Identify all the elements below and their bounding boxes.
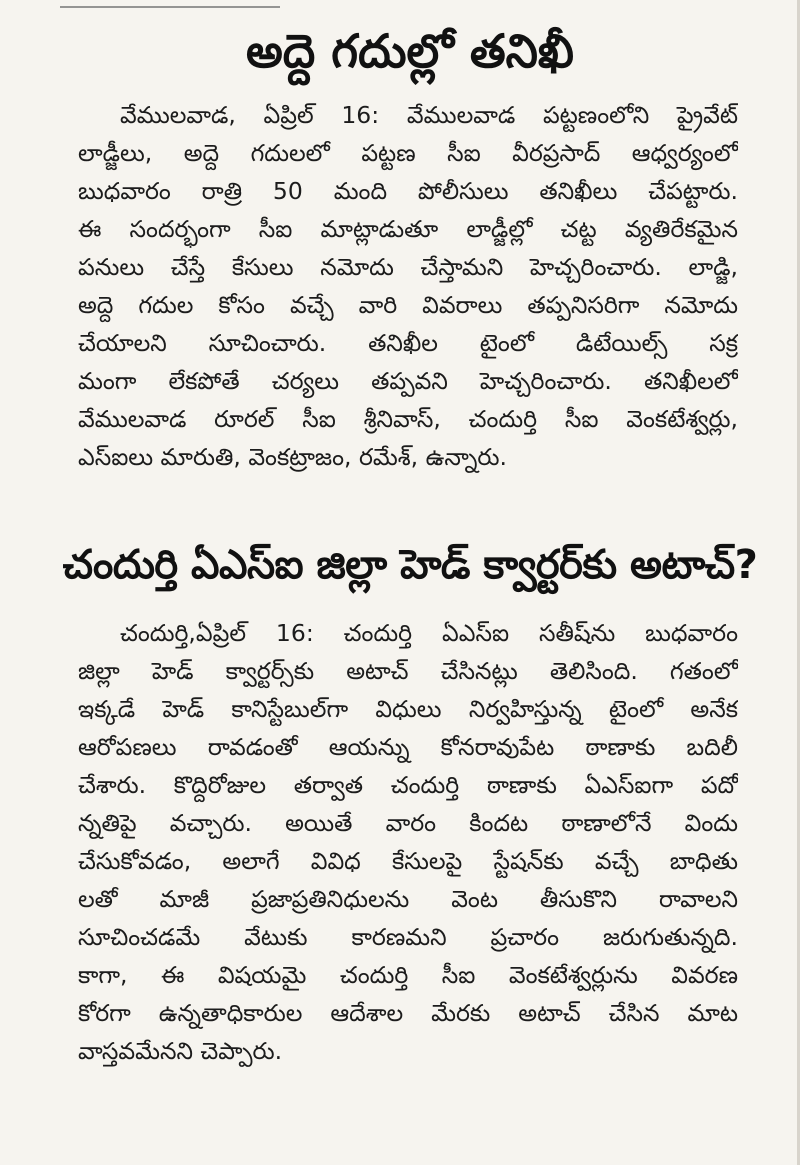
article-2-line: ఆరోపణలు రావడంతో ఆయన్ను కోనరావుపేట ఠాణాకు బదిలీ — [78, 733, 738, 761]
torn-top-edge — [60, 0, 280, 8]
article-1-line: ఎస్ఐలు మారుతి, వెంకట్రాజం, రమేశ్, ఉన్నారు. — [78, 443, 507, 471]
article-1-line: లాడ్జీలు, అద్దె గదులలో పట్టణ సీఐ వీరప్రసాద్ ఆధ్వర్యంలో — [78, 139, 738, 167]
article-1-line: అద్దె గదుల కోసం వచ్చే వారి వివరాలు తప్పనిసరిగా నమోదు — [78, 291, 738, 319]
article-1-line: ఈ సందర్భంగా సీఐ మాట్లాడుతూ లాడ్జీల్లో చట్ట వ్యతిరేకమైన — [78, 215, 738, 243]
article-2-line: చేసుకోవడం, అలాగే వివిధ కేసులపై స్టేషన్‌కు వచ్చే బాధితు — [78, 847, 738, 875]
article-2-line: ఇక్కడే హెడ్ కానిస్టేబుల్‌గా విధులు నిర్వహిస్తున్న టైంలో అనేక — [78, 695, 738, 723]
article-2-line: సూచించడమే వేటుకు కారణమని ప్రచారం జరుగుతున్నది. — [78, 923, 738, 951]
article-2-line: చందుర్తి,ఏప్రిల్ 16: చందుర్తి ఏఎస్ఐ సతీష్‌ను బుధవారం — [120, 619, 738, 647]
article-2-headline: చందుర్తి ఏఎస్ఐ జిల్లా హెడ్ క్వార్టర్‌కు అటాచ్? — [62, 542, 758, 588]
article-2-line: వాస్తవమేనని చెప్పారు. — [78, 1037, 283, 1065]
article-2-line: చేశారు. కొద్దిరోజుల తర్వాత చందుర్తి ఠాణాకు ఏఎస్ఐగా పదో — [78, 771, 738, 799]
article-1-line: బుధవారం రాత్రి 50 మంది పోలీసులు తనిఖీలు చేపట్టారు. — [78, 177, 738, 205]
article-1-body — [78, 96, 738, 476]
article-1-headline: అద్దె గదుల్లో తనిఖీ — [246, 24, 574, 78]
article-2-body — [78, 614, 738, 1070]
article-2-line: జిల్లా హెడ్ క్వార్టర్స్‌కు అటాచ్ చేసినట్లు తెలిసింది. గతంలో — [78, 657, 738, 685]
article-1-line: పనులు చేస్తే కేసులు నమోదు చేస్తామని హెచ్చరించారు. లాడ్జి, — [78, 253, 738, 281]
article-1-line: మంగా లేకపోతే చర్యలు తప్పవని హెచ్చరించారు. తనిఖీలలో — [78, 367, 738, 395]
article-2-line: కోరగా ఉన్నతాధికారుల ఆదేశాల మేరకు అటాచ్ చేసిన మాట — [78, 999, 738, 1027]
article-2-line: కాగా, ఈ విషయమై చందుర్తి సీఐ వెంకటేశ్వర్లును వివరణ — [78, 961, 738, 989]
article-2-line: లతో మాజీ ప్రజాప్రతినిధులను వెంట తీసుకొని రావాలని — [78, 885, 738, 913]
article-2-line: న్నతిపై వచ్చారు. అయితే వారం కిందట ఠాణాలోనే విందు — [78, 809, 738, 837]
article-1-line: వేములవాడ రూరల్ సీఐ శ్రీనివాస్, చందుర్తి సీఐ వెంకటేశ్వర్లు, — [78, 405, 738, 433]
article-1-line: వేములవాడ, ఏప్రిల్ 16: వేములవాడ పట్టణంలోని ప్రైవేట్ — [120, 101, 738, 129]
article-1-line: చేయాలని సూచించారు. తనిఖీల టైంలో డిటేయిల్స్ సక్ర — [78, 329, 738, 357]
